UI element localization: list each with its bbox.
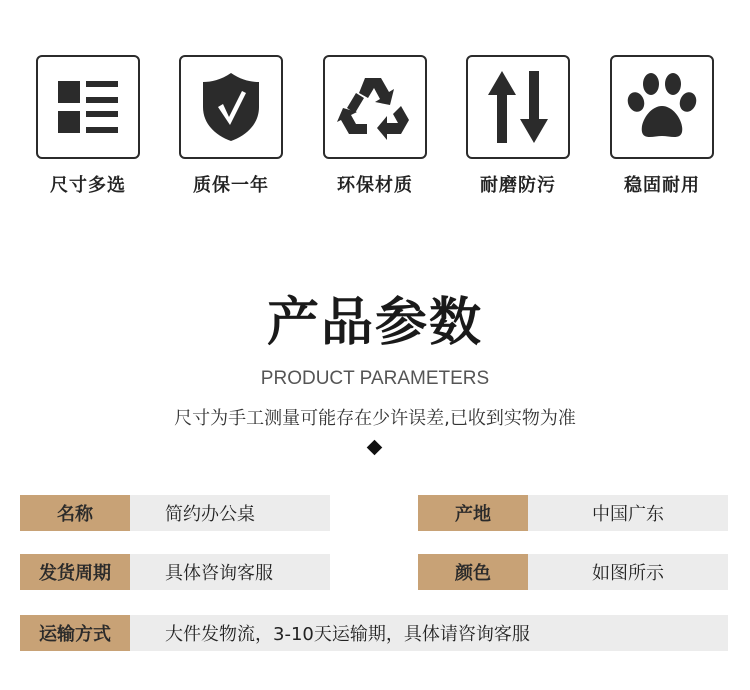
param-key: 颜色 (418, 554, 528, 590)
param-key: 产地 (418, 495, 528, 531)
feature-label: 耐磨防污 (480, 175, 556, 196)
measurement-note: 尺寸为手工测量可能存在少许误差,已收到实物为准 (174, 408, 576, 429)
param-value: 具体咨询客服 (130, 554, 330, 590)
recycle-icon (337, 72, 413, 142)
feature-label: 环保材质 (337, 175, 413, 196)
param-key: 运输方式 (20, 615, 130, 651)
section-title: 产品参数 (266, 293, 483, 353)
param-key: 名称 (20, 495, 130, 531)
param-row-shipping (20, 554, 330, 590)
param-value: 中国广东 (528, 495, 728, 531)
param-row-origin (418, 495, 728, 531)
feature-label: 质保一年 (193, 175, 269, 196)
feature-box (179, 55, 283, 159)
section-subtitle: PRODUCT PARAMETERS (260, 368, 490, 389)
up-down-arrows-icon (486, 69, 550, 145)
diamond-divider (367, 440, 383, 456)
param-row-name (20, 495, 330, 531)
feature-box (323, 55, 427, 159)
list-grid-icon (56, 75, 120, 139)
feature-wear (466, 55, 570, 196)
feature-eco (323, 55, 427, 196)
feature-box (610, 55, 714, 159)
feature-size (36, 55, 140, 196)
feature-box (466, 55, 570, 159)
param-row-transport (20, 615, 728, 651)
feature-warranty (179, 55, 283, 196)
paw-icon (626, 72, 698, 142)
shield-check-icon (199, 71, 263, 143)
feature-box (36, 55, 140, 159)
feature-label: 稳固耐用 (624, 175, 700, 196)
param-value: 如图所示 (528, 554, 728, 590)
param-key: 发货周期 (20, 554, 130, 590)
param-value: 大件发物流，3-10天运输期，具体请咨询客服 (130, 615, 728, 651)
param-value: 简约办公桌 (130, 495, 330, 531)
feature-label: 尺寸多选 (50, 175, 126, 196)
feature-sturdy (610, 55, 714, 196)
param-row-color (418, 554, 728, 590)
